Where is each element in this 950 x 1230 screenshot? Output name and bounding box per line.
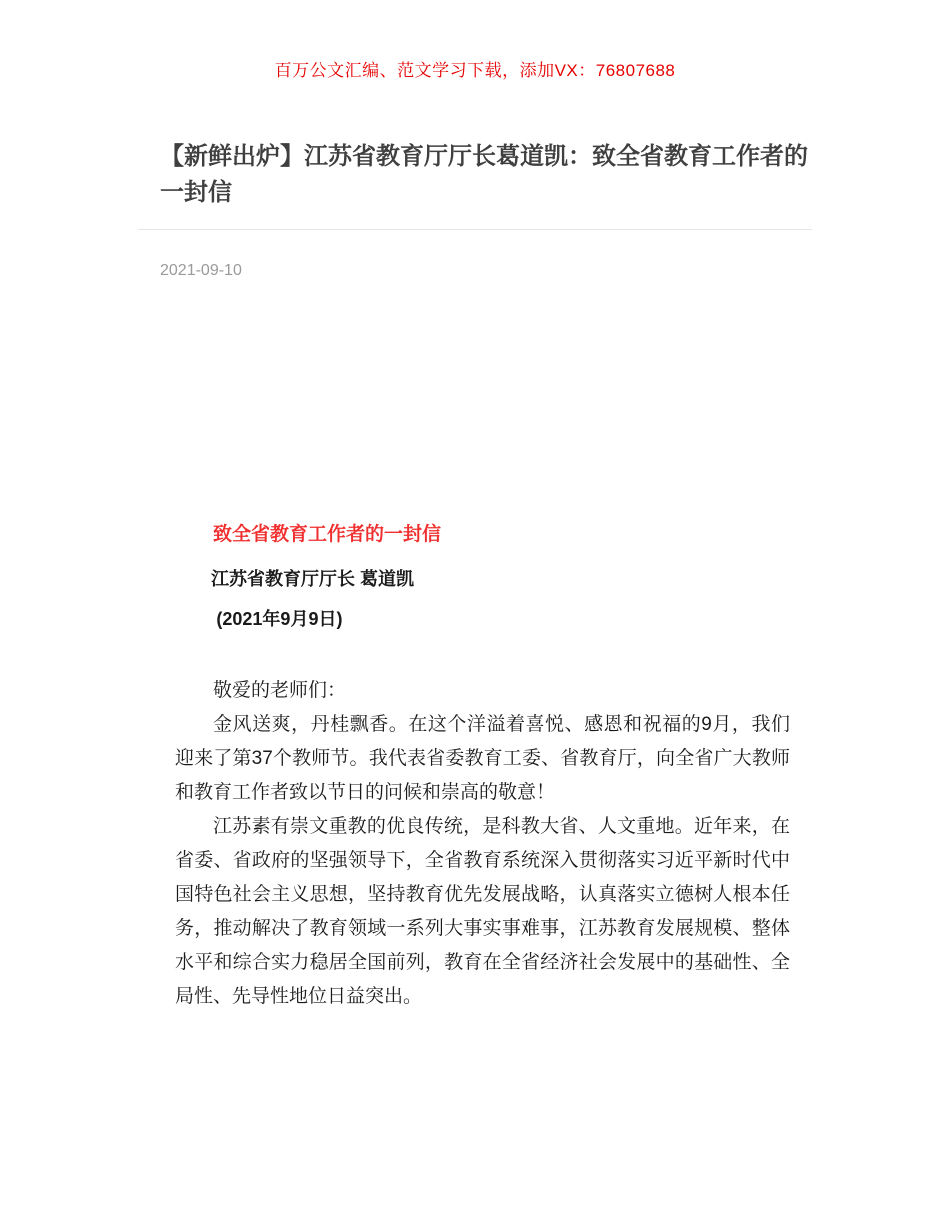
letter-author: 江苏省教育厅厅长 葛道凯 [211, 569, 414, 589]
article-date: 2021-09-10 [160, 262, 242, 279]
letter-heading: 致全省教育工作者的一封信 [213, 524, 442, 545]
title-divider [138, 229, 812, 230]
letter-body [175, 518, 790, 1014]
letter-paragraph-1: 金风送爽，丹桂飘香。在这个洋溢着喜悦、感恩和祝福的9月，我们迎来了第37个教师节。我代表省委教育工委、省教育厅，向全省广大教师和教育工作者致以节日的问候和崇高的敬意！ [175, 714, 790, 803]
article [138, 139, 812, 1014]
article-title: 【新鲜出炉】江苏省教育厅厅长葛道凯：致全省教育工作者的一封信 [160, 143, 808, 206]
letter-paragraph-2: 江苏素有崇文重教的优良传统，是科教大省、人文重地。近年来，在省委、省政府的坚强领导下，全省教育系统深入贯彻落实习近平新时代中国特色社会主义思想，坚持教育优先发展战略，认真落实立德树人根本任务，推动解决了教育领域一系列大事实事难事，江苏教育发展规模、整体水平和综合实力稳居全国前列，教育在全省经济社会发展中的基础性、全局性、先导性地位日益突出。 [175, 816, 790, 1007]
promo-banner: 百万公文汇编、范文学习下载，添加VX：76807688 [274, 61, 676, 80]
letter-dateline: (2021年9月9日) [216, 609, 343, 629]
letter-salutation: 敬爱的老师们： [213, 680, 347, 701]
